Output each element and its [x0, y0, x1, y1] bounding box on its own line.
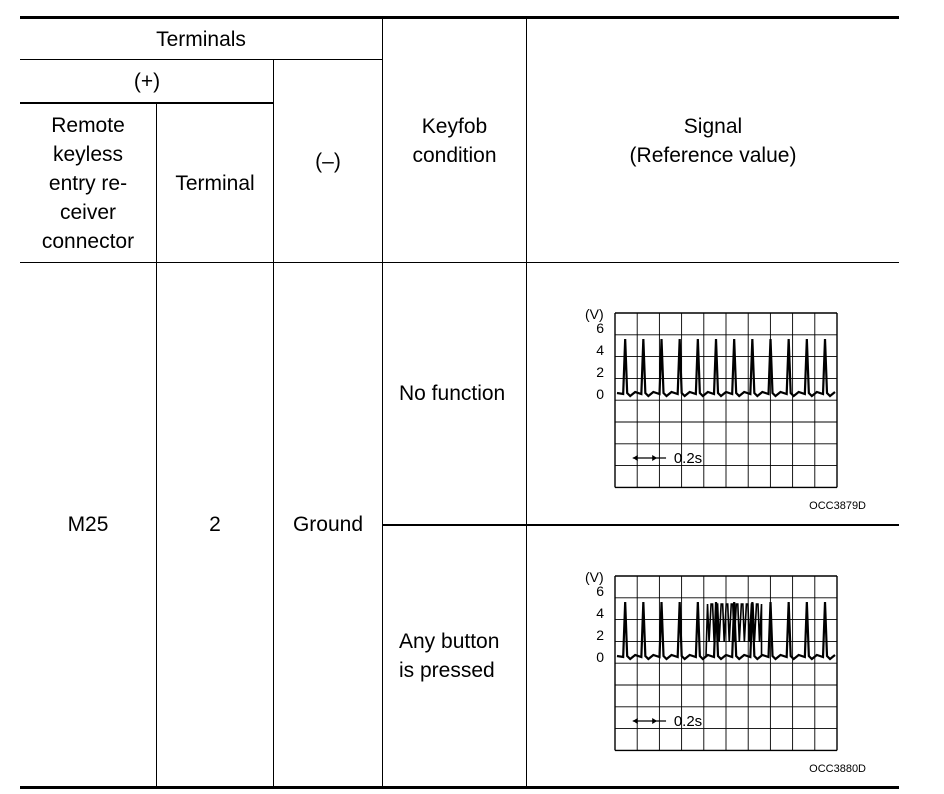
- scope-y-tick: 6: [596, 320, 604, 336]
- time-marker: [633, 455, 666, 461]
- scope-button-pressed: [580, 568, 870, 778]
- scope-y-tick: 4: [596, 605, 604, 621]
- scope-y-tick: 0: [596, 649, 604, 665]
- time-label: 0.2s: [673, 449, 703, 467]
- scope-no-function: [580, 305, 870, 515]
- scope-y-tick: 2: [596, 627, 604, 643]
- header-terminals: Terminals: [156, 27, 246, 51]
- time-marker: [633, 718, 666, 724]
- cell-ground: Ground: [292, 513, 364, 536]
- scope-unit-label: (V): [585, 569, 604, 585]
- oscilloscope-figure: [580, 305, 870, 515]
- figure-code: OCC3879D: [809, 500, 866, 512]
- header-terminal: Terminal: [175, 171, 255, 195]
- scope-y-tick: 4: [596, 342, 604, 358]
- cell-condition-button-pressed: Any button is pressed: [399, 630, 500, 682]
- cell-terminal: 2: [209, 513, 221, 536]
- scope-y-tick: 2: [596, 364, 604, 380]
- figure-code: OCC3880D: [809, 763, 866, 775]
- cell-connector: M25: [67, 513, 109, 536]
- header-minus: (–): [315, 149, 341, 173]
- oscilloscope-figure: [580, 568, 870, 778]
- cell-condition-no-function: No function: [399, 382, 506, 405]
- scope-y-tick: 0: [596, 386, 604, 402]
- header-connector: Remote keyless entry re- ceiver connector: [41, 113, 135, 253]
- scope-grid: [615, 576, 837, 750]
- table-bottom-border: [20, 786, 899, 789]
- header-signal: Signal (Reference value): [629, 114, 797, 167]
- scope-unit-label: (V): [585, 306, 604, 322]
- header-plus: (+): [133, 69, 161, 93]
- header-keyfob-condition: Keyfob condition: [412, 114, 497, 167]
- scope-grid: [615, 313, 837, 487]
- time-label: 0.2s: [673, 712, 703, 730]
- scope-y-tick: 6: [596, 583, 604, 599]
